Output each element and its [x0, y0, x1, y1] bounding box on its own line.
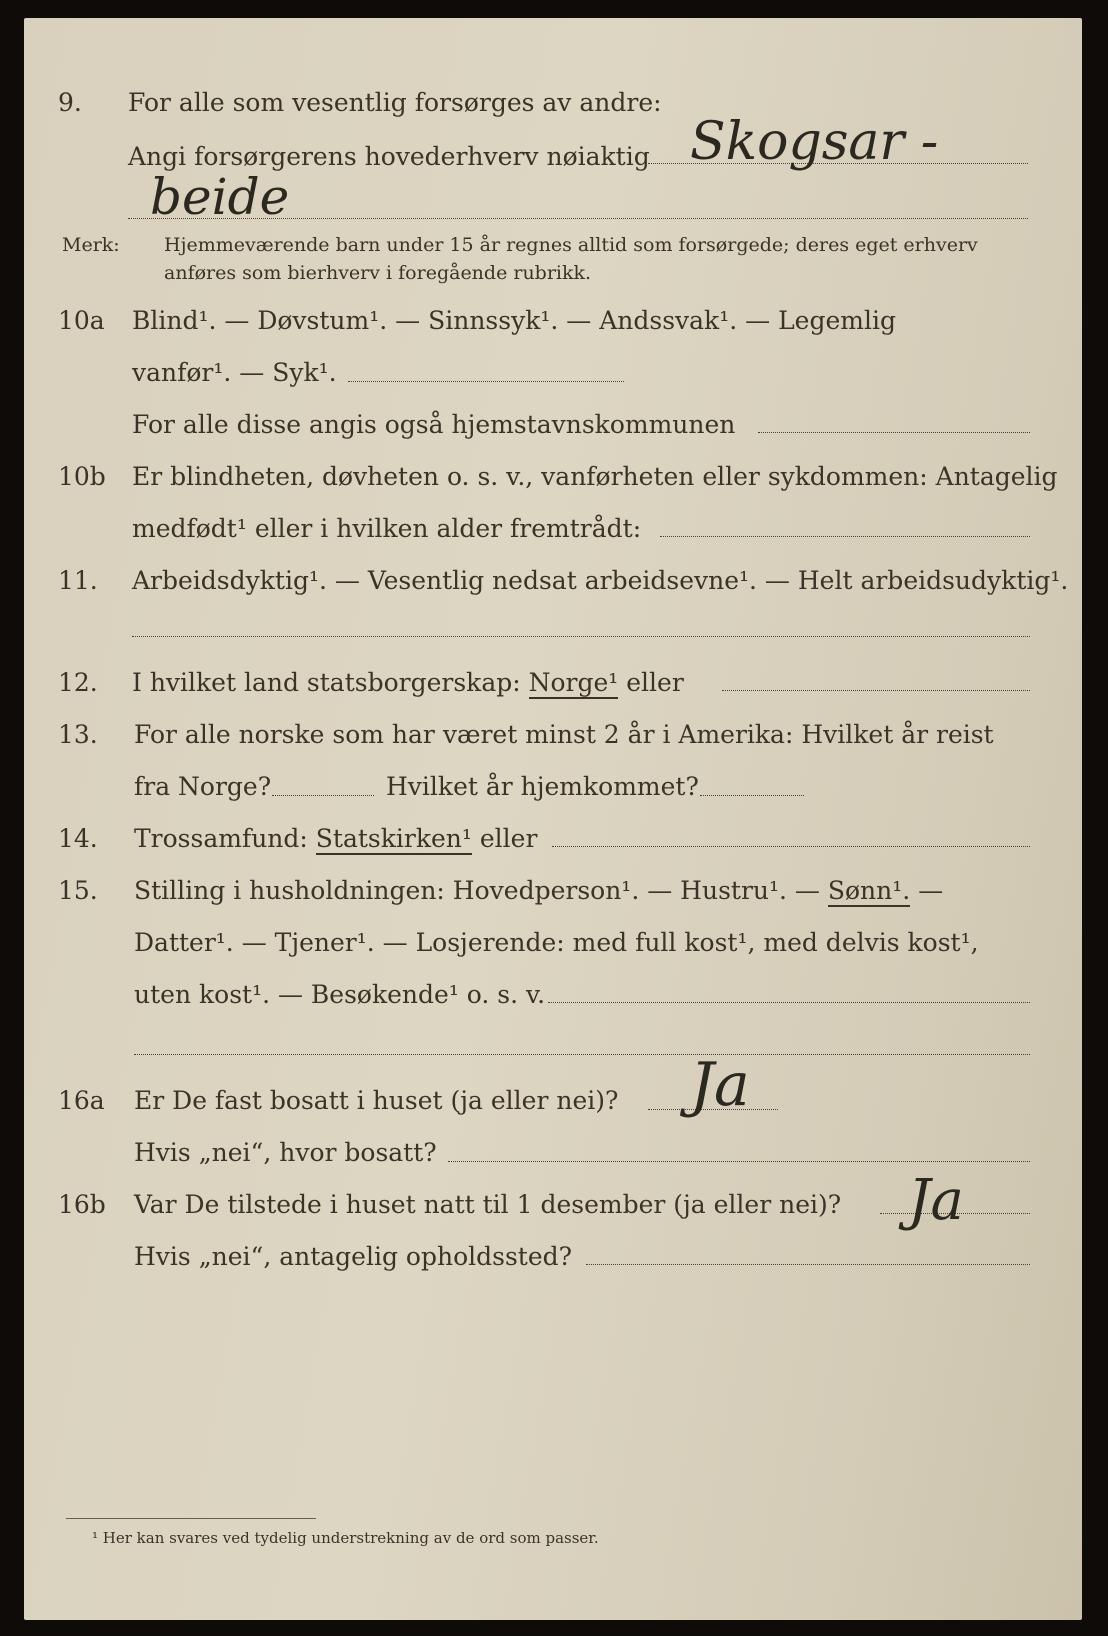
q10b-answer-line	[660, 536, 1030, 537]
q15-line1-dash: —	[918, 876, 944, 905]
q16b-opholdssted-line	[586, 1264, 1030, 1265]
q15-underlined-option: Sønn¹.	[827, 876, 911, 905]
q15-answer-line	[548, 1002, 1030, 1003]
q16b-line1: Var De tilstede i huset natt til 1 desember (ja eller nei)?	[134, 1190, 842, 1219]
q9-number: 9.	[58, 88, 82, 117]
q15-line3: uten kost¹. — Besøkende¹ o. s. v.	[134, 980, 546, 1009]
merk-note-line1: Hjemmeværende barn under 15 år regnes alltid som forsørgede; deres eget erhverv	[164, 234, 978, 256]
q9-handwritten-answer-a: Skogsar -	[690, 112, 939, 172]
q10a-hjemstavn-line	[758, 432, 1030, 433]
q14-number: 14.	[58, 824, 98, 853]
q9-question-line1: For alle som vesentlig forsørges av andre:	[128, 88, 662, 117]
q16b-line2: Hvis „nei“, antagelig opholdssted?	[134, 1242, 573, 1271]
q14-line	[134, 824, 537, 854]
q13-line1: For alle norske som har været minst 2 år i Amerika: Hvilket år reist	[134, 720, 994, 749]
q14-underlined-option: Statskirken¹	[315, 824, 472, 853]
q15-line1-text: Stilling i husholdningen: Hovedperson¹. — Hustru¹. —	[134, 876, 820, 905]
q10b-number: 10b	[58, 462, 106, 491]
q12-underlined-option: Norge¹	[528, 668, 619, 697]
q11-number: 11.	[58, 566, 98, 595]
q10b-line1: Er blindheten, døvheten o. s. v., vanførheten eller sykdommen: Antagelig	[132, 462, 1058, 491]
q9-handwritten-answer-b: beide	[150, 168, 290, 226]
merk-note-line2: anføres som bierhverv i foregående rubrikk.	[164, 262, 592, 284]
q10a-line2: vanfør¹. — Syk¹.	[132, 358, 337, 387]
q15-number: 15.	[58, 876, 98, 905]
q15-line1	[134, 876, 943, 906]
q13-hjemkommet-line	[700, 795, 804, 796]
q11-answer-line	[132, 636, 1030, 637]
footnote: ¹ Her kan svares ved tydelig understrekning av de ord som passer.	[92, 1529, 599, 1547]
q16b-handwritten-answer: Ja	[908, 1168, 964, 1233]
q9-answer-line2	[128, 218, 1028, 219]
q11-line1: Arbeidsdyktig¹. — Vesentlig nedsat arbeidsevne¹. — Helt arbeidsudyktig¹.	[132, 566, 1069, 595]
q12-number: 12.	[58, 668, 98, 697]
q12-question: I hvilket land statsborgerskap:	[132, 668, 521, 697]
q10a-line3: For alle disse angis også hjemstavnskommunen	[132, 410, 736, 439]
q16a-bosatt-line	[448, 1161, 1030, 1162]
q13-reist-line	[272, 795, 374, 796]
q14-answer-line	[552, 846, 1030, 847]
q15-line2: Datter¹. — Tjener¹. — Losjerende: med full kost¹, med delvis kost¹,	[134, 928, 979, 957]
q12-line	[132, 668, 684, 698]
q16a-handwritten-answer: Ja	[690, 1050, 750, 1120]
q15-extra-line	[134, 1054, 1030, 1055]
q16b-number: 16b	[58, 1190, 106, 1219]
q10a-line1: Blind¹. — Døvstum¹. — Sinnssyk¹. — Andssvak¹. — Legemlig	[132, 306, 896, 335]
q13-line2a: fra Norge?	[134, 772, 272, 801]
q14-question: Trossamfund:	[134, 824, 308, 853]
q9-question-line2: Angi forsørgerens hovederhverv nøiaktig	[128, 142, 650, 171]
q13-line2b: Hvilket år hjemkommet?	[386, 772, 699, 801]
q12-or: eller	[626, 668, 684, 697]
q13-number: 13.	[58, 720, 98, 749]
q12-answer-line	[722, 690, 1030, 691]
footnote-rule	[66, 1518, 316, 1519]
q10a-answer-line	[348, 381, 624, 382]
q10b-line2: medfødt¹ eller i hvilken alder fremtrådt:	[132, 514, 642, 543]
q10a-number: 10a	[58, 306, 105, 335]
q16a-number: 16a	[58, 1086, 105, 1115]
q16a-line2: Hvis „nei“, hvor bosatt?	[134, 1138, 437, 1167]
merk-label: Merk:	[62, 234, 120, 256]
q14-or: eller	[479, 824, 538, 853]
q16a-line1: Er De fast bosatt i huset (ja eller nei)?	[134, 1086, 619, 1115]
